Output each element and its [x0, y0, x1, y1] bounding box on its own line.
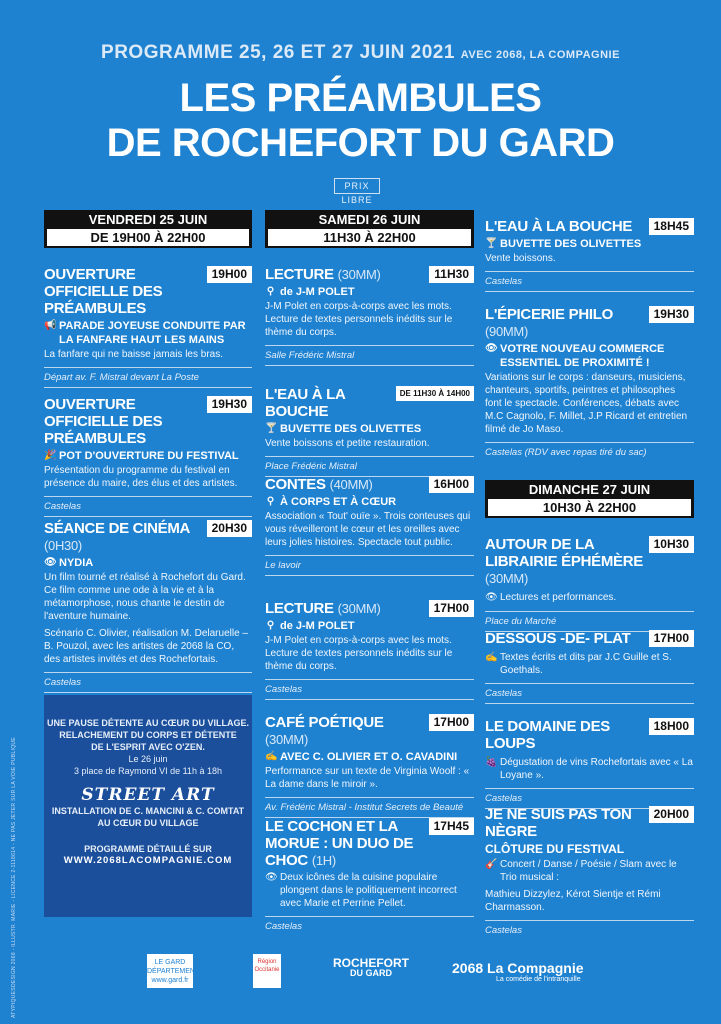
event-time: 18H45: [649, 218, 694, 235]
event-time: 11H30: [429, 266, 474, 283]
event-title: LE DOMAINE DES LOUPS: [485, 718, 610, 752]
eye-icon: 👁: [44, 557, 57, 568]
vertical-credits: ATYPIQUESDESIGN 2068 - ILLUSTR. MARIE - LICENCE 2-1118614 - NE PAS JETER SUR LA VOIE PUBLIQUE: [11, 737, 17, 1018]
bar-icon: 🍸: [485, 238, 498, 249]
event-domaine-loups: [485, 718, 694, 809]
event-title: LECTURE (30MM): [265, 600, 381, 617]
event-place: Av. Frédéric Mistral - Institut Secrets de Beauté: [265, 797, 474, 813]
event-subtitle: 🎉 POT D'OUVERTURE DU FESTIVAL: [44, 450, 239, 462]
day-name: DIMANCHE 27 JUIN: [528, 482, 651, 497]
info-date: Le 26 juin: [128, 754, 168, 764]
event-time: 20H30: [207, 520, 252, 537]
event-description: Deux icônes de la cuisine populaire plongent dans le politiquement incorrect avec Marie et Perrine Pellet.: [280, 872, 457, 909]
pen-icon: ✍: [485, 652, 498, 663]
eye-icon: 👁: [485, 343, 498, 354]
event-duration: (30MM): [265, 732, 308, 747]
event-title: LE COCHON ET LA MORUE : UN DUO DE CHOC (1H): [265, 818, 414, 869]
event-description: Dégustation de vins Rochefortais avec « La Loyane ».: [500, 757, 693, 781]
event-time: 19H30: [649, 306, 694, 323]
info-line: DE L'ESPRIT AVEC O'ZEN.: [91, 742, 205, 752]
event-place: Castelas: [44, 672, 252, 688]
guitar-icon: 🎸: [485, 859, 498, 870]
event-duration: (90MM): [485, 324, 528, 339]
event-contes: [265, 476, 474, 576]
info-box: [44, 695, 252, 917]
event-eau-bouche-1: [265, 386, 474, 477]
event-epicerie-philo: [485, 306, 694, 462]
event-ouverture-2: [44, 396, 252, 517]
event-description: Concert / Danse / Poésie / Slam avec le Trio musical :: [500, 859, 677, 883]
info-line: AU CŒUR DU VILLAGE: [97, 818, 199, 828]
eye-icon: 👁: [485, 592, 498, 603]
event-place: Le lavoir: [265, 555, 474, 571]
info-line: PROGRAMME DÉTAILLÉ SUR: [84, 844, 212, 854]
event-subtitle: ✍ AVEC C. OLIVIER ET O. CAVADINI: [265, 751, 458, 763]
event-place: Place Frédéric Mistral: [265, 456, 474, 472]
eye-icon: 👁: [265, 872, 278, 883]
event-time: 17H00: [429, 600, 474, 617]
event-place: Castelas: [485, 920, 694, 936]
event-title: OUVERTURE OFFICIELLE DES PRÉAMBULES: [44, 396, 163, 447]
event-place: Castelas: [44, 496, 252, 512]
event-lecture-1: [265, 266, 474, 366]
event-title: LECTURE (30MM): [265, 266, 381, 283]
event-description-row: [485, 591, 694, 605]
page-title: [0, 76, 721, 166]
event-title: L'EAU À LA BOUCHE: [485, 218, 633, 235]
title-line-1: LES PRÉAMBULES: [179, 76, 542, 120]
event-dessous-de-plat: [485, 630, 694, 704]
event-artists: Mathieu Dizzylez, Kérot Sientje et Rémi Charmasson.: [485, 889, 661, 913]
event-je-ne-suis-pas: [485, 806, 694, 940]
event-description: Performance sur un texte de Virginia Woolf : « La dame dans le miroir ».: [265, 766, 470, 790]
event-description: Vente boissons et petite restauration.: [265, 438, 430, 449]
event-description: La fanfare qui ne baisse jamais les bras.: [44, 349, 223, 360]
event-title: AUTOUR DE LA LIBRAIRIE ÉPHÉMÈRE (30MM): [485, 536, 643, 586]
event-time: 16H00: [429, 476, 474, 493]
event-title: SÉANCE DE CINÉMA (0H30): [44, 520, 190, 553]
day-hours: DE 19H00 À 22H00: [47, 229, 249, 246]
event-time: 17H00: [649, 630, 694, 647]
event-place: Castelas: [265, 916, 474, 932]
day-header-dimanche: [485, 480, 694, 518]
event-place: Castelas: [265, 679, 474, 695]
event-place: Castelas: [485, 271, 694, 287]
event-time: 19H00: [207, 266, 252, 283]
location-pin-icon: ⚲: [266, 620, 275, 631]
event-duration: (40MM): [329, 477, 373, 492]
event-credits: Scénario C. Olivier, réalisation M. Delaruelle – B. Pouzol, avec les artistes de 2068 la CO, des artistes invités et des Rochefortais.: [44, 628, 248, 665]
megaphone-icon: 📢: [44, 320, 57, 331]
event-cinema: [44, 520, 252, 693]
event-time: 17H00: [429, 714, 474, 731]
occitanie-logo: Région Occitanie: [253, 954, 281, 988]
location-pin-icon: ⚲: [266, 496, 275, 507]
event-description: Association « Tout' ouïe ». Trois conteuses qui vous réveilleront le cœur et les oreilles avec leurs jolies histoires. Spectacle tout public.: [265, 511, 471, 548]
prix-libre-badge: PRIX LIBRE: [334, 178, 380, 194]
event-title: JE NE SUIS PAS TON NÈGRE: [485, 806, 632, 840]
event-time: 18H00: [649, 718, 694, 735]
pen-icon: ✍: [265, 751, 278, 762]
event-place: Départ av. F. Mistral devant La Poste: [44, 367, 252, 383]
info-line: UNE PAUSE DÉTENTE AU CŒUR DU VILLAGE.: [46, 718, 249, 728]
day-hours: 10H30 À 22H00: [488, 499, 691, 516]
event-place: Place du Marché: [485, 611, 694, 627]
street-art-logo: STREET ART: [81, 785, 215, 805]
event-duration: (30MM): [485, 571, 528, 586]
column-vendredi: [44, 210, 252, 688]
event-duration: (1H): [311, 853, 336, 868]
event-ouverture-1: [44, 266, 252, 388]
event-title: CONTES (40MM): [265, 476, 373, 493]
event-subtitle: ⚲ de J-M POLET: [266, 286, 355, 298]
event-place: Castelas: [485, 788, 694, 804]
website-link[interactable]: WWW.2068LACOMPAGNIE.COM: [63, 855, 233, 866]
event-subtitle: CLÔTURE DU FESTIVAL: [485, 842, 625, 856]
event-description-row: [265, 871, 474, 910]
rochefort-logo: ROCHEFORT DU GARD: [333, 956, 409, 978]
event-description-row: [485, 651, 694, 677]
event-subtitle: 🍸 BUVETTE DES OLIVETTES: [485, 238, 642, 250]
day-header-vendredi: [44, 210, 252, 248]
column-samedi: [265, 210, 474, 932]
day-header-samedi: [265, 210, 474, 248]
event-subtitle: ⚲ de J-M POLET: [266, 620, 355, 632]
event-description-row: [485, 756, 694, 782]
event-subtitle: 📢 PARADE JOYEUSE CONDUITE PAR LA FANFARE HAUT LES MAINS: [44, 320, 246, 346]
event-subtitle: 🍸 BUVETTE DES OLIVETTES: [265, 423, 422, 435]
event-time: 17H45: [429, 818, 474, 835]
event-time: 20H00: [649, 806, 694, 823]
event-time: 19H30: [207, 396, 252, 413]
info-address: 3 place de Raymond VI de 11h à 18h: [74, 766, 222, 776]
day-hours: 11H30 À 22H00: [268, 229, 471, 246]
event-place: Salle Frédéric Mistral: [265, 345, 474, 361]
event-description: Textes écrits et dits par J.C Guille et S. Goethals.: [500, 652, 672, 676]
event-place: Castelas (RDV avec repas tiré du sac): [485, 442, 694, 458]
event-lecture-2: [265, 600, 474, 700]
event-description: Lectures et performances.: [500, 592, 617, 603]
event-description: Un film tourné et réalisé à Rochefort du Gard. Ce film comme une ode à la vie et à la métamorphose, nous chante le destin de l'aventure humaine.: [44, 572, 246, 622]
party-popper-icon: 🎉: [44, 450, 57, 461]
event-description-row: [485, 858, 694, 884]
event-duration: (30MM): [337, 267, 381, 282]
event-duration: (30MM): [337, 601, 381, 616]
event-description: J-M Polet en corps-à-corps avec les mots. Lecture de textes personnels inédits sur le thème du corps.: [265, 635, 453, 672]
programme-dates: PROGRAMME 25, 26 ET 27 JUIN 2021: [101, 42, 455, 63]
programme-avec: AVEC 2068, LA COMPAGNIE: [460, 49, 620, 61]
gard-logo: LE GARD DÉPARTEMENT www.gard.fr: [147, 954, 193, 988]
event-cochon-morue: [265, 818, 474, 936]
event-time: DE 11H30 À 14H00: [396, 386, 474, 401]
event-eau-bouche-2: [485, 218, 694, 292]
title-line-2: DE ROCHEFORT DU GARD: [106, 121, 615, 165]
compagnie-logo: 2068 La Compagnie La comédie de l'intranquille: [452, 960, 584, 983]
event-subtitle: 👁 NYDIA: [44, 557, 94, 569]
event-title: CAFÉ POÉTIQUE (30MM): [265, 714, 384, 747]
event-subtitle: ⚲ À CORPS ET À CŒUR: [266, 496, 397, 508]
location-pin-icon: ⚲: [266, 286, 275, 297]
event-description: Présentation du programme du festival en présence du maire, des élus et des artistes.: [44, 465, 238, 489]
day-name: SAMEDI 26 JUIN: [318, 212, 421, 227]
bar-icon: 🍸: [265, 423, 278, 434]
footer-logos: [0, 950, 721, 990]
event-duration: (0H30): [44, 538, 82, 553]
event-place: Castelas: [485, 683, 694, 699]
grapes-icon: 🍇: [485, 757, 498, 768]
event-subtitle: 👁 VOTRE NOUVEAU COMMERCE ESSENTIEL DE PROXIMITÉ !: [485, 343, 665, 369]
info-line: INSTALLATION DE C. MANCINI & C. COMTAT: [51, 806, 245, 816]
event-cafe-poetique: [265, 714, 474, 818]
event-librairie: [485, 536, 694, 632]
info-line: RELACHEMENT DU CORPS ET DÉTENTE: [59, 730, 237, 740]
event-time: 10H30: [649, 536, 694, 553]
event-description: Variations sur le corps : danseurs, musiciens, chanteurs, sportifs, peintres et philosophes font le spectacle. Conférences, débats avec M.C Cagnolo, F. Millet, J.P Ricard et entretien filmé de Jo Maso.: [485, 372, 688, 435]
event-description: J-M Polet en corps-à-corps avec les mots. Lecture de textes personnels inédits sur le thème du corps.: [265, 301, 453, 338]
event-title: DESSOUS -DE- PLAT: [485, 630, 631, 647]
day-name: VENDREDI 25 JUIN: [88, 212, 208, 227]
event-title: L'ÉPICERIE PHILO (90MM): [485, 306, 613, 339]
event-title: OUVERTURE OFFICIELLE DES PRÉAMBULES: [44, 266, 163, 317]
header-programme: [0, 42, 721, 64]
event-description: Vente boissons.: [485, 253, 556, 264]
event-title: L'EAU À LA BOUCHE: [265, 386, 346, 420]
